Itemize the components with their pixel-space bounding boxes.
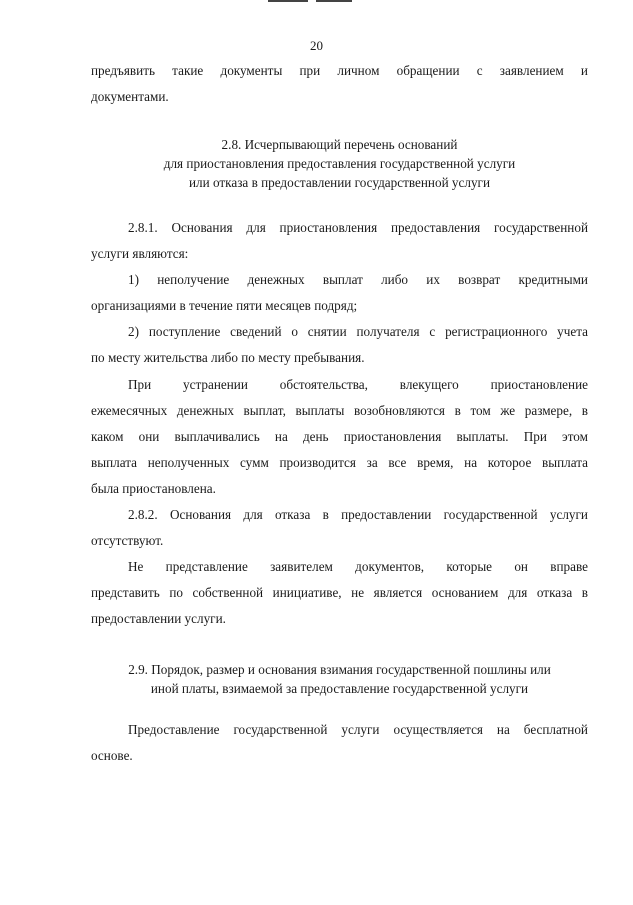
resume-paragraph-line-5: была приостановлена.: [91, 481, 216, 496]
item-2-line-2: по месту жительства либо по месту пребывания.: [91, 350, 365, 365]
resume-paragraph-line-4: выплата неполученных сумм производится за все время, на которое выплата: [91, 455, 588, 470]
paragraph-2-8-1-line-2: услуги являются:: [91, 246, 189, 261]
page-number: 20: [310, 38, 323, 53]
paragraph-2-8-1-line-1: 2.8.1. Основания для приостановления предоставления государственной: [128, 220, 588, 235]
free-service-line-1: Предоставление государственной услуги осуществляется на бесплатной: [128, 722, 588, 737]
paragraph-2-8-2-line-2: отсутствуют.: [91, 533, 164, 548]
section-2-9-heading-2: иной платы, взимаемой за предоставление государственной услуги: [150, 681, 529, 696]
item-1-line-2: организациями в течение пяти месяцев подряд;: [91, 298, 358, 313]
section-2-8-heading-1: 2.8. Исчерпывающий перечень оснований: [221, 137, 458, 152]
non-submission-line-3: предоставлении услуги.: [91, 611, 226, 626]
intro-line-2: документами.: [91, 89, 169, 104]
section-2-8-heading-3: или отказа в предоставлении государственной услуги: [188, 175, 491, 190]
paragraph-2-8-2-line-1: 2.8.2. Основания для отказа в предоставлении государственной услуги: [128, 507, 588, 522]
resume-paragraph-line-1: При устранении обстоятельства, влекущего приостановление: [128, 377, 588, 392]
resume-paragraph-line-3: каком они выплачивались на день приостановления выплаты. При этом: [91, 429, 588, 444]
section-2-8-heading-2: для приостановления предоставления государственной услуги: [163, 156, 516, 171]
intro-line-1: предъявить такие документы при личном обращении с заявлением и: [91, 63, 588, 78]
free-service-line-2: основе.: [91, 748, 133, 763]
scan-edge-mark: [268, 0, 308, 2]
resume-paragraph-line-2: ежемесячных денежных выплат, выплаты возобновляются в том же размере, в: [91, 403, 588, 418]
section-2-9-heading-1: 2.9. Порядок, размер и основания взимания государственной пошлины или: [128, 662, 551, 677]
item-2-line-1: 2) поступление сведений о снятии получателя с регистрационного учета: [128, 324, 588, 339]
non-submission-line-2: представить по собственной инициативе, не является основанием для отказа в: [91, 585, 588, 600]
item-1-line-1: 1) неполучение денежных выплат либо их возврат кредитными: [128, 272, 588, 287]
scan-edge-mark: [316, 0, 352, 2]
non-submission-line-1: Не представление заявителем документов, которые он вправе: [128, 559, 588, 574]
